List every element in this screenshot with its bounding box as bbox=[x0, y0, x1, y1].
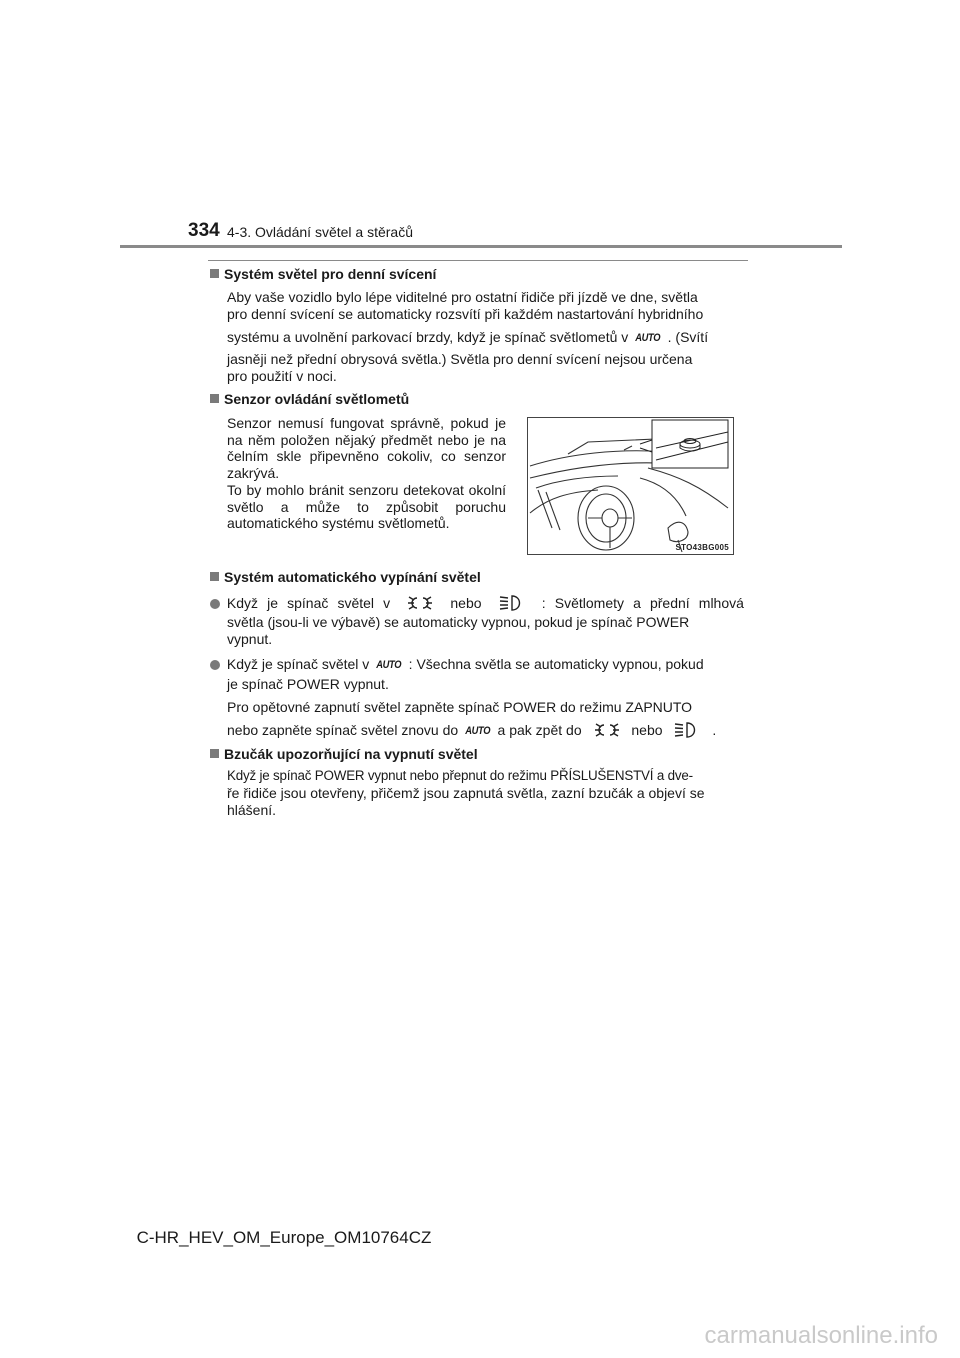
bullet-dot-icon bbox=[210, 599, 220, 609]
drl-line-4: jasněji než přední obrysová světla.) Světla pro denní svícení nejsou určena bbox=[227, 351, 693, 367]
buzzer-line-1: Když je spínač POWER vypnut nebo přepnut do režimu PŘÍSLUŠENSTVÍ a dve- bbox=[227, 768, 693, 783]
restore-line-2: nebo zapněte spínač světel znovu do AUTO a pak zpět do nebo . bbox=[227, 722, 717, 738]
buzzer-line-3: hlášení. bbox=[227, 802, 277, 818]
heading-marker-icon bbox=[210, 269, 219, 278]
bullet-2-line-2: je spínač POWER vypnut. bbox=[227, 676, 389, 692]
sensor-text: Senzor nemusí fungovat správně, pokud je na něm položen nějaký předmět nebo je na čelním skle připevněno cokoliv, co senzor zakrývá. bbox=[227, 415, 506, 481]
bullet-1-line-2: světla (jsou-li ve výbavě) se automaticky vypnou, pokud je spínač POWER bbox=[227, 614, 690, 630]
bullet-1-line-3: vypnut. bbox=[227, 631, 273, 647]
heading-sensor: Senzor ovládání světlometů bbox=[210, 391, 409, 407]
footer-doc-code: C-HR_HEV_OM_Europe_OM10764CZ bbox=[136, 1228, 432, 1247]
drl-line-5: pro použití v noci. bbox=[227, 368, 337, 384]
buzzer-line-2: ře řidiče jsou otevřeny, přičemž jsou zapnutá světla, zazní bzučák a objeví se bbox=[227, 785, 705, 801]
heading-marker-icon bbox=[210, 749, 219, 758]
bullet-dot-icon bbox=[210, 660, 220, 670]
dashboard-drawing bbox=[528, 418, 733, 554]
parking-lights-icon bbox=[407, 594, 433, 612]
heading-auto-off: Systém automatického vypínání světel bbox=[210, 569, 481, 585]
drl-line-2: pro denní svícení se automaticky rozsvítí při každém nastartování hybridního bbox=[227, 306, 704, 322]
sensor-text-2: To by mohlo bránit senzoru detekovat okolní světlo a může to způsobit poruchu automatického systému světlometů. bbox=[227, 482, 506, 531]
auto-switch-icon: AUTO bbox=[635, 332, 661, 344]
drl-line-1: Aby vaše vozidlo bylo lépe viditelné pro ostatní řidiče při jízdě ve dne, světla bbox=[227, 289, 698, 305]
content-rule bbox=[208, 260, 748, 261]
heading-marker-icon bbox=[210, 394, 219, 403]
heading-marker-icon bbox=[210, 572, 219, 581]
bullet-1: Když je spínač světel v nebo : Světlomety a přední mlhová bbox=[210, 594, 744, 612]
dashboard-sensor-illustration bbox=[527, 417, 734, 555]
headlights-icon bbox=[674, 721, 700, 739]
bullet-2: Když je spínač světel v AUTO : Všechna světla se automaticky vypnou, pokud bbox=[210, 656, 704, 674]
headlights-icon bbox=[499, 594, 525, 612]
figure-code: STO43BG005 bbox=[675, 543, 729, 552]
page-number: 334 bbox=[188, 220, 220, 241]
heading-buzzer: Bzučák upozorňující na vypnutí světel bbox=[210, 746, 478, 762]
heading-drl: Systém světel pro denní svícení bbox=[210, 266, 436, 282]
auto-switch-icon: AUTO bbox=[376, 659, 402, 671]
parking-lights-icon bbox=[594, 721, 620, 739]
header-rule bbox=[120, 245, 842, 248]
auto-switch-icon: AUTO bbox=[465, 725, 491, 737]
section-title: 4-3. Ovládání světel a stěračů bbox=[227, 224, 413, 240]
restore-line-1: Pro opětovné zapnutí světel zapněte spínač POWER do režimu ZAPNUTO bbox=[227, 699, 693, 715]
drl-line-3: systému a uvolnění parkovací brzdy, když je spínač světlometů v AUTO . (Svítí bbox=[227, 329, 709, 345]
watermark[interactable]: carmanualsonline.info bbox=[704, 1322, 938, 1349]
